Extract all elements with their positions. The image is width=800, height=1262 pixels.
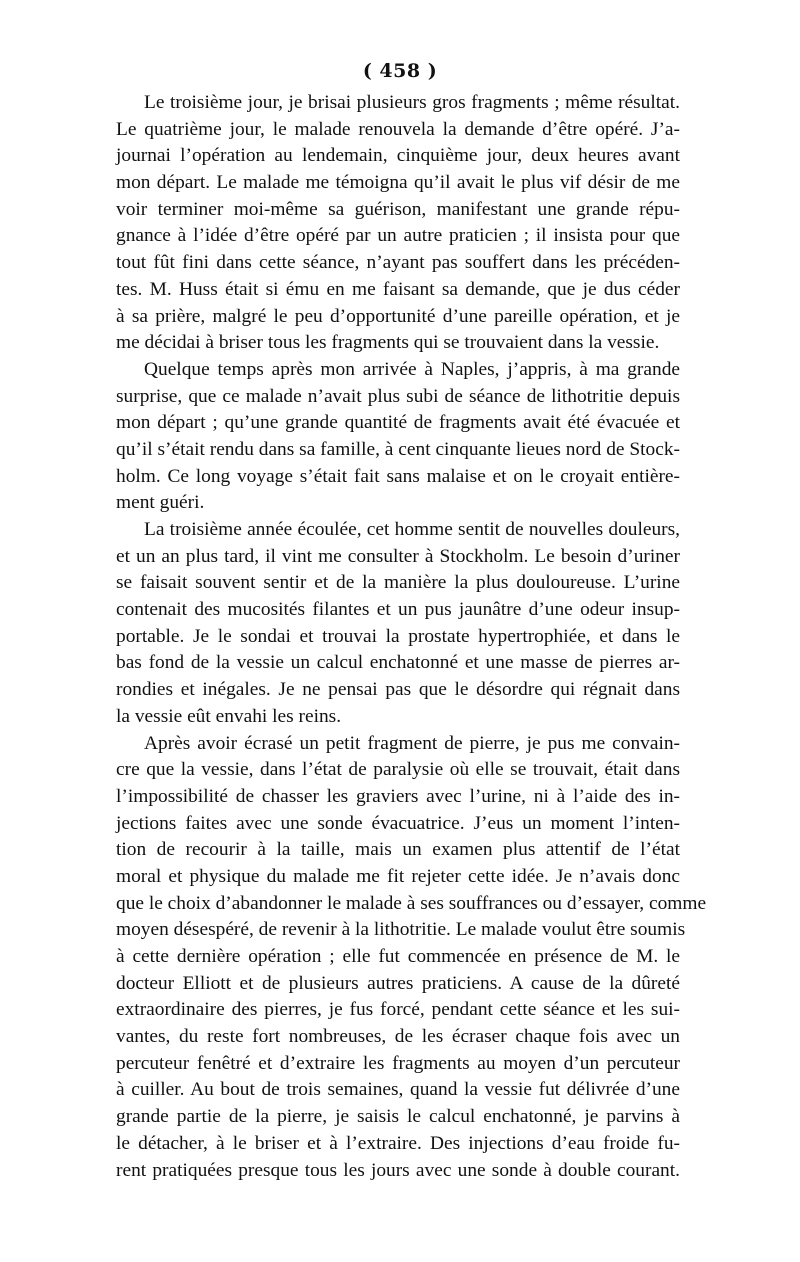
text-line: à cette dernière opération ; elle fut commencée en présence de M. le: [116, 946, 680, 967]
text-line: à sa prière, malgré le peu d’opportunité d’une pareille opération, et je: [116, 305, 680, 327]
text-line: tout fût fini dans cette séance, n’ayant pas souffert dans les précéden-: [116, 252, 680, 274]
text-line: se faisait souvent sentir et de la manière la plus douloureuse. L’urine: [116, 572, 680, 594]
text-line: extraordinaire des pierres, je fus forcé, pendant cette séance et les sui-: [116, 999, 680, 1021]
text-line: jections faites avec une sonde évacuatrice. J’eus un moment l’inten-: [116, 812, 680, 834]
text-line: percuteur fenêtré et d’extraire les fragments au moyen d’un percuteur: [116, 1052, 680, 1074]
text-line: surprise, que ce malade n’avait plus subi de séance de lithotritie depuis: [116, 385, 680, 407]
text-line: Quelque temps après mon arrivée à Naples, j’appris, à ma grande: [144, 358, 680, 380]
text-line: Après avoir écrasé un petit fragment de pierre, je pus me convain-: [144, 732, 680, 754]
text-line: à cuiller. Au bout de trois semaines, quand la vessie fut délivrée d’une: [116, 1079, 680, 1101]
text-line: cre que la vessie, dans l’état de paralysie où elle se trouvait, était dans: [116, 759, 680, 781]
text-line: portable. Je le sondai et trouvai la prostate hypertrophiée, et dans le: [116, 625, 680, 647]
body-text: [116, 90, 707, 1184]
text-line: gnance à l’idée d’être opéré par un autre praticien ; il insista pour que: [116, 225, 680, 247]
text-line: mon départ ; qu’une grande quantité de fragments avait été évacuée et: [116, 412, 680, 434]
text-line: Le quatrième jour, le malade renouvela la demande d’être opéré. J’a-: [116, 118, 680, 140]
text-line: moral et physique du malade me fit rejeter cette idée. Je n’avais donc: [116, 865, 680, 887]
text-line: voir terminer moi-même sa guérison, manifestant une grande répu-: [116, 198, 680, 220]
text-line: ment guéri.: [116, 492, 205, 514]
text-line: qu’il s’était rendu dans sa famille, à cent cinquante lieues nord de Stock-: [116, 438, 680, 460]
text-line: holm. Ce long voyage s’était fait sans malaise et on le croyait entière-: [116, 465, 680, 487]
text-line: journai l’opération au lendemain, cinquième jour, deux heures avant: [116, 145, 680, 167]
text-line: l’impossibilité de chasser les graviers avec l’urine, ni à l’aide des in-: [116, 785, 680, 807]
text-line: vantes, du reste fort nombreuses, de les écraser chaque fois avec un: [116, 1026, 680, 1048]
text-line: me décidai à briser tous les fragments qui se trouvaient dans la vessie.: [116, 332, 660, 354]
text-line: tion de recourir à la taille, mais un examen plus attentif de l’état: [116, 839, 680, 861]
text-line: et un an plus tard, il vint me consulter à Stockholm. Le besoin d’uriner: [116, 545, 680, 567]
text-line: que le choix d’abandonner le malade à ses souffrances ou d’essayer, comme: [116, 892, 707, 914]
text-line: contenait des mucosités filantes et un pus jaunâtre d’une odeur insup-: [116, 599, 680, 621]
text-line: mon départ. Le malade me témoigna qu’il avait le plus vif désir de me: [116, 172, 680, 194]
text-line: la vessie eût envahi les reins.: [116, 705, 342, 727]
text-line: rondies et inégales. Je ne pensai pas que le désordre qui régnait dans: [116, 679, 680, 701]
text-line: La troisième année écoulée, cet homme sentit de nouvelles douleurs,: [144, 519, 680, 540]
text-line: rent pratiquées presque tous les jours avec une sonde à double courant.: [116, 1159, 680, 1181]
text-line: tes. M. Huss était si ému en me faisant sa demande, que je dus céder: [116, 278, 680, 300]
page-number: ( 458 ): [362, 60, 438, 82]
text-line: le détacher, à le briser et à l’extraire. Des injections d’eau froide fu-: [116, 1132, 680, 1154]
text-line: bas fond de la vessie un calcul enchatonné et une masse de pierres ar-: [116, 652, 680, 674]
text-line: Le troisième jour, je brisai plusieurs gros fragments ; même résultat.: [144, 92, 680, 113]
text-line: docteur Elliott et de plusieurs autres praticiens. A cause de la dûreté: [116, 972, 680, 994]
text-line: moyen désespéré, de revenir à la lithotritie. Le malade voulut être soumis: [116, 919, 686, 941]
text-line: grande partie de la pierre, je saisis le calcul enchatonné, je parvins à: [116, 1106, 680, 1128]
